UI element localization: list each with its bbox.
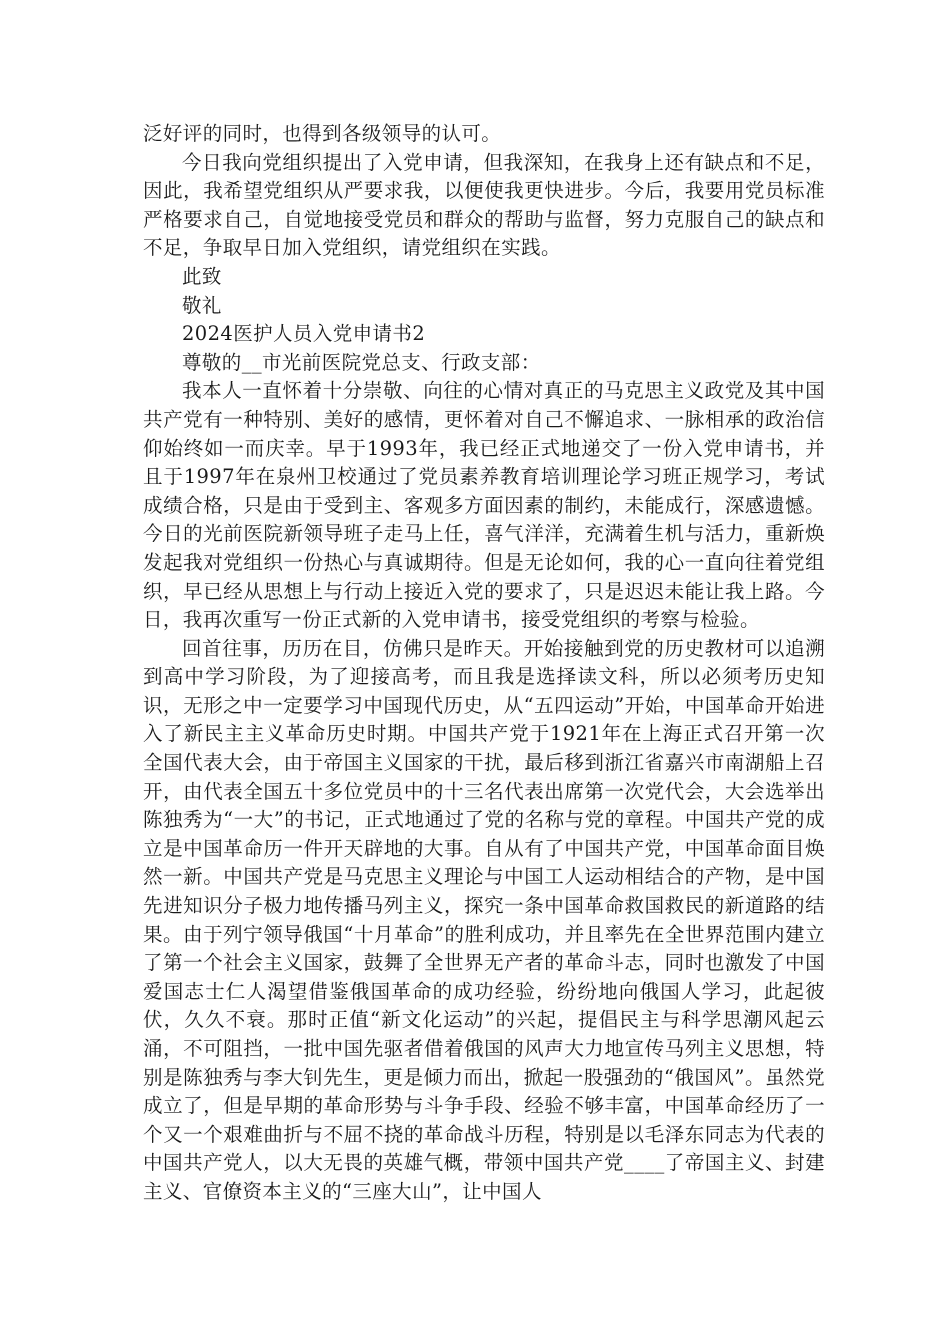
paragraph-continuation: 泛好评的同时，也得到各级领导的认可。 <box>143 122 502 145</box>
paragraph-application-statement: 今日我向党组织提出了入党申请，但我深知，在我身上还有缺点和不足，因此，我希望党组织从严要求我，以便使我更快进步。今后，我要用党员标准严格要求自己，自觉地接受党员和群众的帮助与监督，努力克服自己的缺点和不足，争取早日加入党组织，请党组织在实践。 <box>143 150 825 260</box>
greeting-line: 尊敬的__市光前医院党总支、行政支部： <box>182 350 541 374</box>
closing-salutation-2: 敬礼 <box>182 293 222 317</box>
paragraph-introduction: 我本人一直怀着十分崇敬、向往的心情对真正的马克思主义政党及其中国共产党有一种特别、美好的感情，更怀着对自己不懈追求、一脉相承的政治信仰始终如一而庆幸。早于1993年，我已经正式地递交了一份入党申请书，并且于1997年在泉州卫校通过了党员素养教育培训理论学习班正规学习，考试成绩合格，只是由于受到主、客观多方面因素的制约，未能成行，深感遗憾。今日的光前医院新领导班子走马上任，喜气洋洋，充满着生机与活力，重新焕发起我对党组织一份热心与真诚期待。但是无论如何，我的心一直向往着党组织，早已经从思想上与行动上接近入党的要求了，只是迟迟未能让我上路。今日，我再次重写一份正式新的入党申请书，接受党组织的考察与检验。 <box>143 379 825 632</box>
document-body <box>143 120 825 1207</box>
section-title: 2024医护人员入党申请书2 <box>182 322 426 346</box>
closing-salutation-1: 此致 <box>182 264 222 288</box>
paragraph-history: 回首往事，历历在目，仿佛只是昨天。开始接触到党的历史教材可以追溯到高中学习阶段，为了迎接高考，而且我是选择读文科，所以必须考历史知识，无形之中一定要学习中国现代历史，从“五四运动”开始，中国革命开始进入了新民主主义革命历史时期。中国共产党于1921年在上海正式召开第一次全国代表大会，由于帝国主义国家的干扰，最后移到浙江省嘉兴市南湖船上召开，由代表全国五十多位党员中的十三名代表出席第一次党代会，大会选举出陈独秀为“一大”的书记，正式地通过了党的名称与党的章程。中国共产党的成立是中国革命历一件开天辟地的大事。自从有了中国共产党，中国革命面目焕然一新。中国共产党是马克思主义理论与中国工人运动相结合的产物，是中国先进知识分子极力地传播马列主义，探究一条中国革命救国救民的新道路的结果。由于列宁领导俄国“十月革命”的胜利成功，并且率先在全世界范围内建立了第一个社会主义国家，鼓舞了全世界无产者的革命斗志，同时也激发了中国爱国志士仁人渴望借鉴俄国革命的成功经验，纷纷地向俄国人学习，此起彼伏，久久不衰。那时正值“新文化运动”的兴起，提倡民主与科学思潮风起云涌，不可阻挡，一批中国先驱者借着俄国的风声大力地宣传马列主义思想，特别是陈独秀与李大钊先生，更是倾力而出，掀起一股强劲的“俄国风”。虽然党成立了，但是早期的革命形势与斗争手段、经验不够丰富，中国革命经历了一个又一个艰难曲折与不屈不挠的革命战斗历程，特别是以毛泽东同志为代表的中国共产党人，以大无畏的英雄气概，带领中国共产党____了帝国主义、封建主义、官僚资本主义的“三座大山”，让中国人 <box>143 636 825 1203</box>
